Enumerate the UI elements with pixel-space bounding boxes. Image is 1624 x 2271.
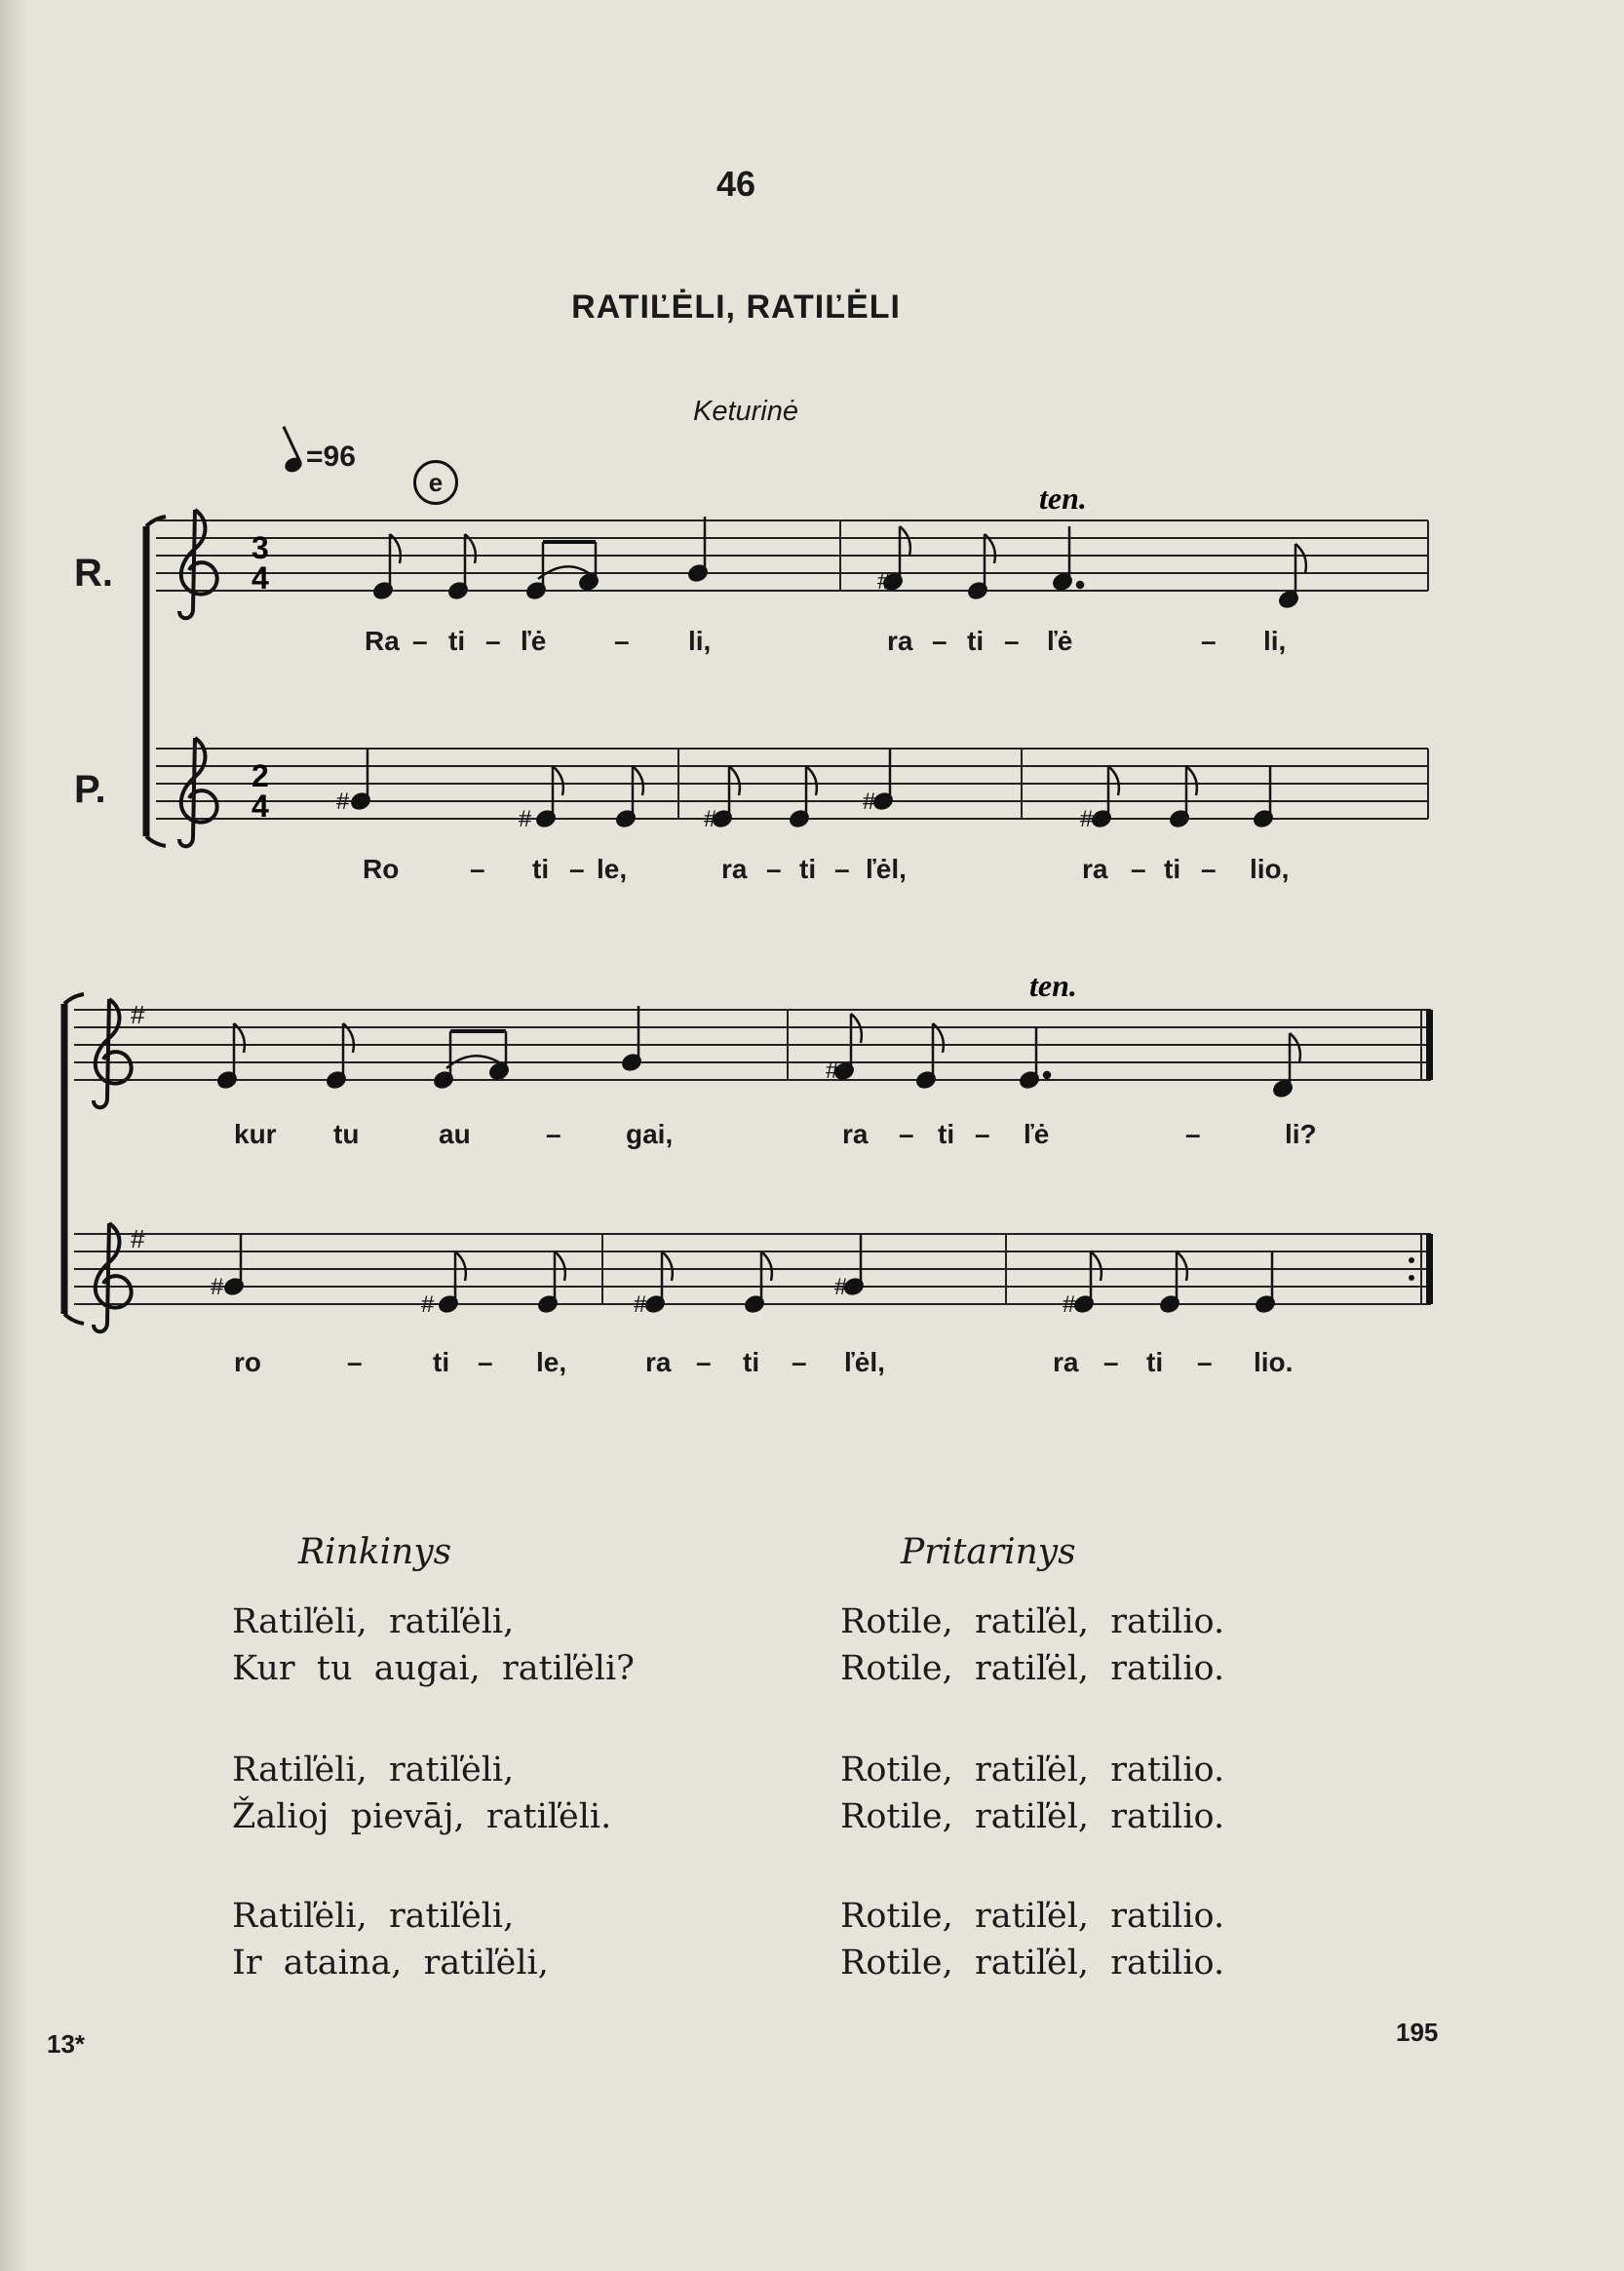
verse-column-heading-left: Rinkinys <box>298 1532 452 1572</box>
lyric-syllable: ra <box>721 854 748 884</box>
verse-line-left: Ratiľėli, ratiľėli, <box>232 1897 515 1936</box>
lyric-hyphen: – <box>485 626 501 656</box>
treble-clef-icon <box>179 510 217 618</box>
lyric-syllable: kur <box>234 1119 277 1149</box>
svg-text:#: # <box>634 1291 647 1318</box>
part-label-lower: P. <box>74 768 106 811</box>
svg-text:#: # <box>826 1058 839 1084</box>
time-signature-upper-top: 3 <box>251 530 269 565</box>
lyric-syllable: lio. <box>1254 1347 1294 1377</box>
lyric-hyphen: – <box>1185 1119 1201 1149</box>
svg-text:#: # <box>495 1059 509 1085</box>
lyric-syllable: ti <box>938 1119 955 1149</box>
song-style-label: Keturinė <box>692 396 798 427</box>
tenuto-mark-2: ten. <box>1029 968 1077 1003</box>
lyric-hyphen: – <box>1201 854 1217 884</box>
treble-clef-icon <box>179 738 217 846</box>
system-1 <box>146 481 1428 846</box>
lyric-syllable: au <box>439 1119 471 1149</box>
lyric-syllable: ra <box>887 626 913 656</box>
song-number: 46 <box>715 164 756 204</box>
time-signature-lower-bottom: 4 <box>251 789 269 824</box>
verse-line-right: Rotile, ratiľėl, ratilio. <box>840 1797 1225 1836</box>
page-number: 195 <box>1396 2018 1439 2047</box>
lyric-hyphen: – <box>412 626 428 656</box>
lyric-hyphen: – <box>792 1347 807 1377</box>
lyric-hyphen: – <box>470 854 485 884</box>
lyric-syllable: ra <box>645 1347 672 1377</box>
lyric-syllable: le, <box>536 1347 567 1377</box>
verse-column-heading-right: Pritarinys <box>901 1532 1076 1572</box>
lyric-hyphen: – <box>1197 1347 1213 1377</box>
verse-line-left: Žalioj pievāj, ratiľėli. <box>232 1797 612 1836</box>
lyric-hyphen: – <box>478 1347 493 1377</box>
svg-text:#: # <box>336 789 350 815</box>
treble-clef-icon <box>94 999 132 1107</box>
svg-text:#: # <box>583 570 597 597</box>
svg-text:#: # <box>834 1274 848 1300</box>
lyric-hyphen: – <box>766 854 782 884</box>
lyric-syllable: ľė <box>1024 1119 1050 1149</box>
lyric-syllable: ra <box>842 1119 869 1149</box>
tenuto-mark: ten. <box>1039 481 1087 516</box>
svg-text:#: # <box>519 806 532 832</box>
svg-text:#: # <box>211 1274 224 1300</box>
lyric-hyphen: – <box>1004 626 1020 656</box>
lyric-syllable: ti <box>1164 854 1181 884</box>
svg-text:#: # <box>704 806 717 832</box>
lyric-syllable: le, <box>597 854 628 884</box>
lyric-hyphen: – <box>569 854 585 884</box>
part-label-upper: R. <box>74 552 113 595</box>
lyric-syllable: ra <box>1082 854 1108 884</box>
lyric-syllable: ti <box>532 854 550 884</box>
time-signature-upper-bottom: 4 <box>251 560 269 596</box>
svg-text:#: # <box>131 1000 145 1029</box>
lyric-hyphen: – <box>614 626 630 656</box>
song-title: RATIĽĖLI, RATIĽĖLI <box>571 289 901 326</box>
lyric-syllable: ti <box>799 854 817 884</box>
verse-line-right: Rotile, ratiľėl, ratilio. <box>840 1944 1225 1982</box>
lyric-syllable: Ra <box>365 626 400 656</box>
lyric-hyphen: – <box>1131 854 1146 884</box>
verse-line-right: Rotile, ratiľėl, ratilio. <box>840 1602 1225 1641</box>
lyric-syllable: li? <box>1285 1119 1317 1149</box>
svg-text:#: # <box>421 1291 435 1318</box>
lyric-hyphen: – <box>975 1119 990 1149</box>
lyric-syllable: ra <box>1053 1347 1079 1377</box>
verse-line-right: Rotile, ratiľėl, ratilio. <box>840 1897 1225 1936</box>
lyric-syllable: ti <box>743 1347 760 1377</box>
lyric-hyphen: – <box>696 1347 712 1377</box>
lyric-hyphen: – <box>347 1347 363 1377</box>
lyric-hyphen: – <box>834 854 850 884</box>
time-signature-lower-top: 2 <box>251 758 269 793</box>
lyric-hyphen: – <box>1201 626 1217 656</box>
verse-line-left: Ir ataina, ratiľėli, <box>232 1944 549 1982</box>
lyric-syllable: li, <box>1263 626 1287 656</box>
svg-text:#: # <box>1080 806 1094 832</box>
lyric-syllable: ti <box>448 626 466 656</box>
verse-line-left: Ratiľėli, ratiľėli, <box>232 1751 515 1790</box>
lyric-syllable: lio, <box>1250 854 1290 884</box>
svg-text:#: # <box>877 568 891 595</box>
verse-line-left: Kur tu augai, ratiľėli? <box>232 1649 635 1688</box>
lyric-syllable: ro <box>234 1347 261 1377</box>
lyric-hyphen: – <box>546 1119 561 1149</box>
mode-indicator: e <box>413 460 458 505</box>
lyric-syllable: ti <box>433 1347 450 1377</box>
lyric-syllable: Ro <box>363 854 400 884</box>
verse-line-left: Ratiľėli, ratiľėli, <box>232 1602 515 1641</box>
verse-line-right: Rotile, ratiľėl, ratilio. <box>840 1751 1225 1790</box>
lyric-hyphen: – <box>1103 1347 1119 1377</box>
lyric-syllable: ľėl, <box>866 854 907 884</box>
lyric-syllable: ľė <box>521 626 547 656</box>
svg-text:#: # <box>863 789 876 815</box>
lyric-hyphen: – <box>932 626 947 656</box>
lyric-syllable: tu <box>333 1119 360 1149</box>
treble-clef-icon <box>94 1223 132 1331</box>
tempo-value: =96 <box>306 441 356 473</box>
lyric-syllable: gai, <box>626 1119 674 1149</box>
verse-line-right: Rotile, ratiľėl, ratilio. <box>840 1649 1225 1688</box>
svg-text:#: # <box>1063 1291 1076 1318</box>
lyric-syllable: ti <box>967 626 985 656</box>
lyric-syllable: ti <box>1146 1347 1164 1377</box>
lyric-hyphen: – <box>899 1119 914 1149</box>
lyric-syllable: li, <box>688 626 712 656</box>
svg-text:#: # <box>131 1224 145 1253</box>
signature-mark: 13* <box>47 2029 86 2059</box>
lyric-syllable: ľė <box>1047 626 1073 656</box>
lyric-syllable: ľėl, <box>844 1347 885 1377</box>
